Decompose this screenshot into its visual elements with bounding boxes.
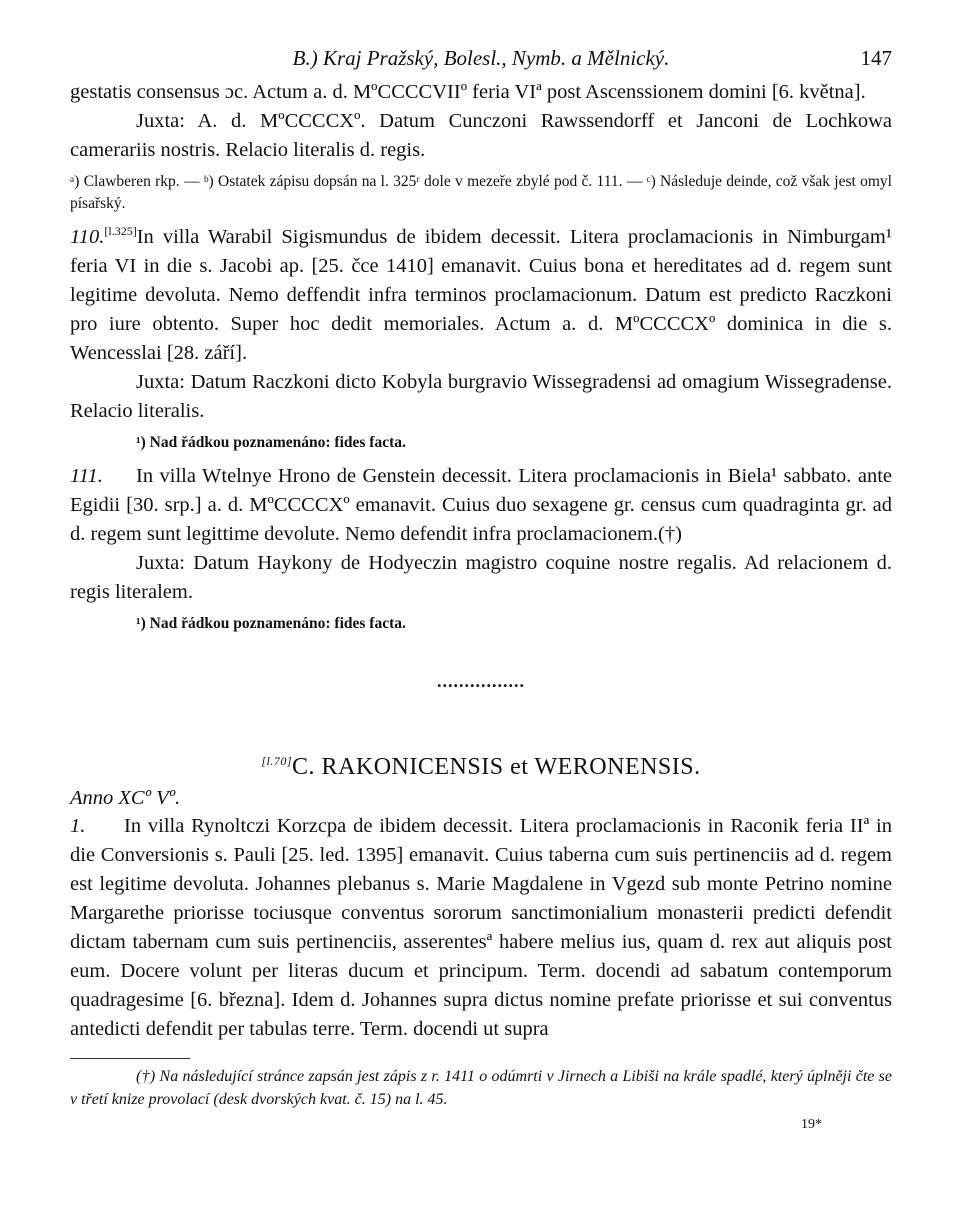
entry-text: In villa Warabil Sigismundus de ibidem decessit. Litera proclamacionis in Nimburgam¹ feria VI in die s. Jacobi ap. [25. čce 1410] emanavit. Cuius bona et hereditates ad d. regem sunt legitime devoluta. Nemo deffendit infra terminos proclamacionum. Datum est predicto Raczkoni pro iure obtento. Super hoc dedit memoriales. Actum a. d. MºCCCCXº dominica in die s. Wencesslai [28. září]. xyxy=(70,226,892,364)
folio-ref: [l.70] xyxy=(261,754,293,768)
entry-text: In villa Rynoltczi Korzcpa de ibidem decessit. Litera proclamacionis in Raconik feria IIª in die Conversionis s. Pauli [25. led. 1395] emanavit. Cuius taberna cum suis pertinenciis ad d. regem est legitime devoluta. Johannes plebanus s. Marie Magdalene in Vgezd sub monte Petrino nomine Margarethe priorisse tociusque conventus sororum sanctimonialium monasterii predicti defendit dictam tabernam cum suis pertinenciis, asserentesª habere melius ius, quam d. rex aut aliquis post eum. Docere volunt per literas ducum et principum. Term. docendi ad sabatum contemporum quadragesime [6. března]. Idem d. Johannes supra dictus nomine prefate priorisse et sui conventus antedicti defendit per tabulas terre. Term. docendi ut supra xyxy=(70,815,892,1040)
footnote-110: ¹) Nad řádkou poznamenáno: fides facta. xyxy=(136,434,406,451)
page-footnote: (†) Na následující stránce zapsán jest zápis z r. 1411 o odúmrti v Jirnech a Libiši na krále spadlé, který úplněji čte se v třetí knize provolací (desk dvorských kvat. č. 15) na l. 45. xyxy=(70,1068,892,1108)
folio-ref: [l.325] xyxy=(104,224,137,239)
separator-dots: ................ xyxy=(437,671,525,691)
entry-number: 1. xyxy=(70,815,86,837)
page-number: 147 xyxy=(860,46,892,70)
entry-111 xyxy=(70,462,892,549)
header-title: B.) Kraj Pražský, Bolesl., Nymb. a Mělnický. xyxy=(292,46,670,70)
section-title: C. RAKONICENSIS et WERONENSIS. xyxy=(292,754,701,780)
signature-mark: 19* xyxy=(801,1117,822,1132)
entry-1 xyxy=(70,812,892,1044)
paragraph-juxta: Juxta: A. d. MºCCCCXº. Datum Cunczoni Rawssendorff et Janconi de Lochkowa camerariis nostris. Relacio literalis d. regis. xyxy=(70,110,892,161)
entry-111-juxta: Juxta: Datum Haykony de Hodyeczin magistro coquine nostre regalis. Ad relacionem d. regis literalem. xyxy=(70,552,892,603)
entry-number: 111. xyxy=(70,465,103,487)
section-heading xyxy=(70,754,892,781)
paragraph-continuation: gestatis consensus ɔc. Actum a. d. MºCCCCVIIº feria VIª post Ascenssionem domini [6. května]. xyxy=(70,81,866,103)
footnote-rule xyxy=(70,1058,190,1059)
footnote-111: ¹) Nad řádkou poznamenáno: fides facta. xyxy=(136,615,406,632)
entry-110-juxta: Juxta: Datum Raczkoni dicto Kobyla burgravio Wissegradensi ad omagium Wissegradense. Relacio literalis. xyxy=(70,371,892,422)
document-page xyxy=(70,44,892,1133)
entry-text: In villa Wtelnye Hrono de Genstein decessit. Litera proclamacionis in Biela¹ sabbato. ante Egidii [30. srp.] a. d. MºCCCCXº emanavit. Cuius duo sexagene gr. census cum quadraginta gr. ad d. regem sunt legittime devolute. Nemo defendit infra proclamacionem.(†) xyxy=(70,465,892,545)
year-heading: Anno XCº Vº. xyxy=(70,787,181,809)
running-header xyxy=(70,44,892,78)
textual-note: ᵃ) Clawberen rkp. — ᵇ) Ostatek zápisu dopsán na l. 325ʳ dole v mezeře zbylé pod č. 111. — ᶜ) Následuje deinde, což však jest omyl písařský. xyxy=(70,173,892,212)
entry-110 xyxy=(70,223,892,368)
entry-number: 110. xyxy=(70,226,105,248)
